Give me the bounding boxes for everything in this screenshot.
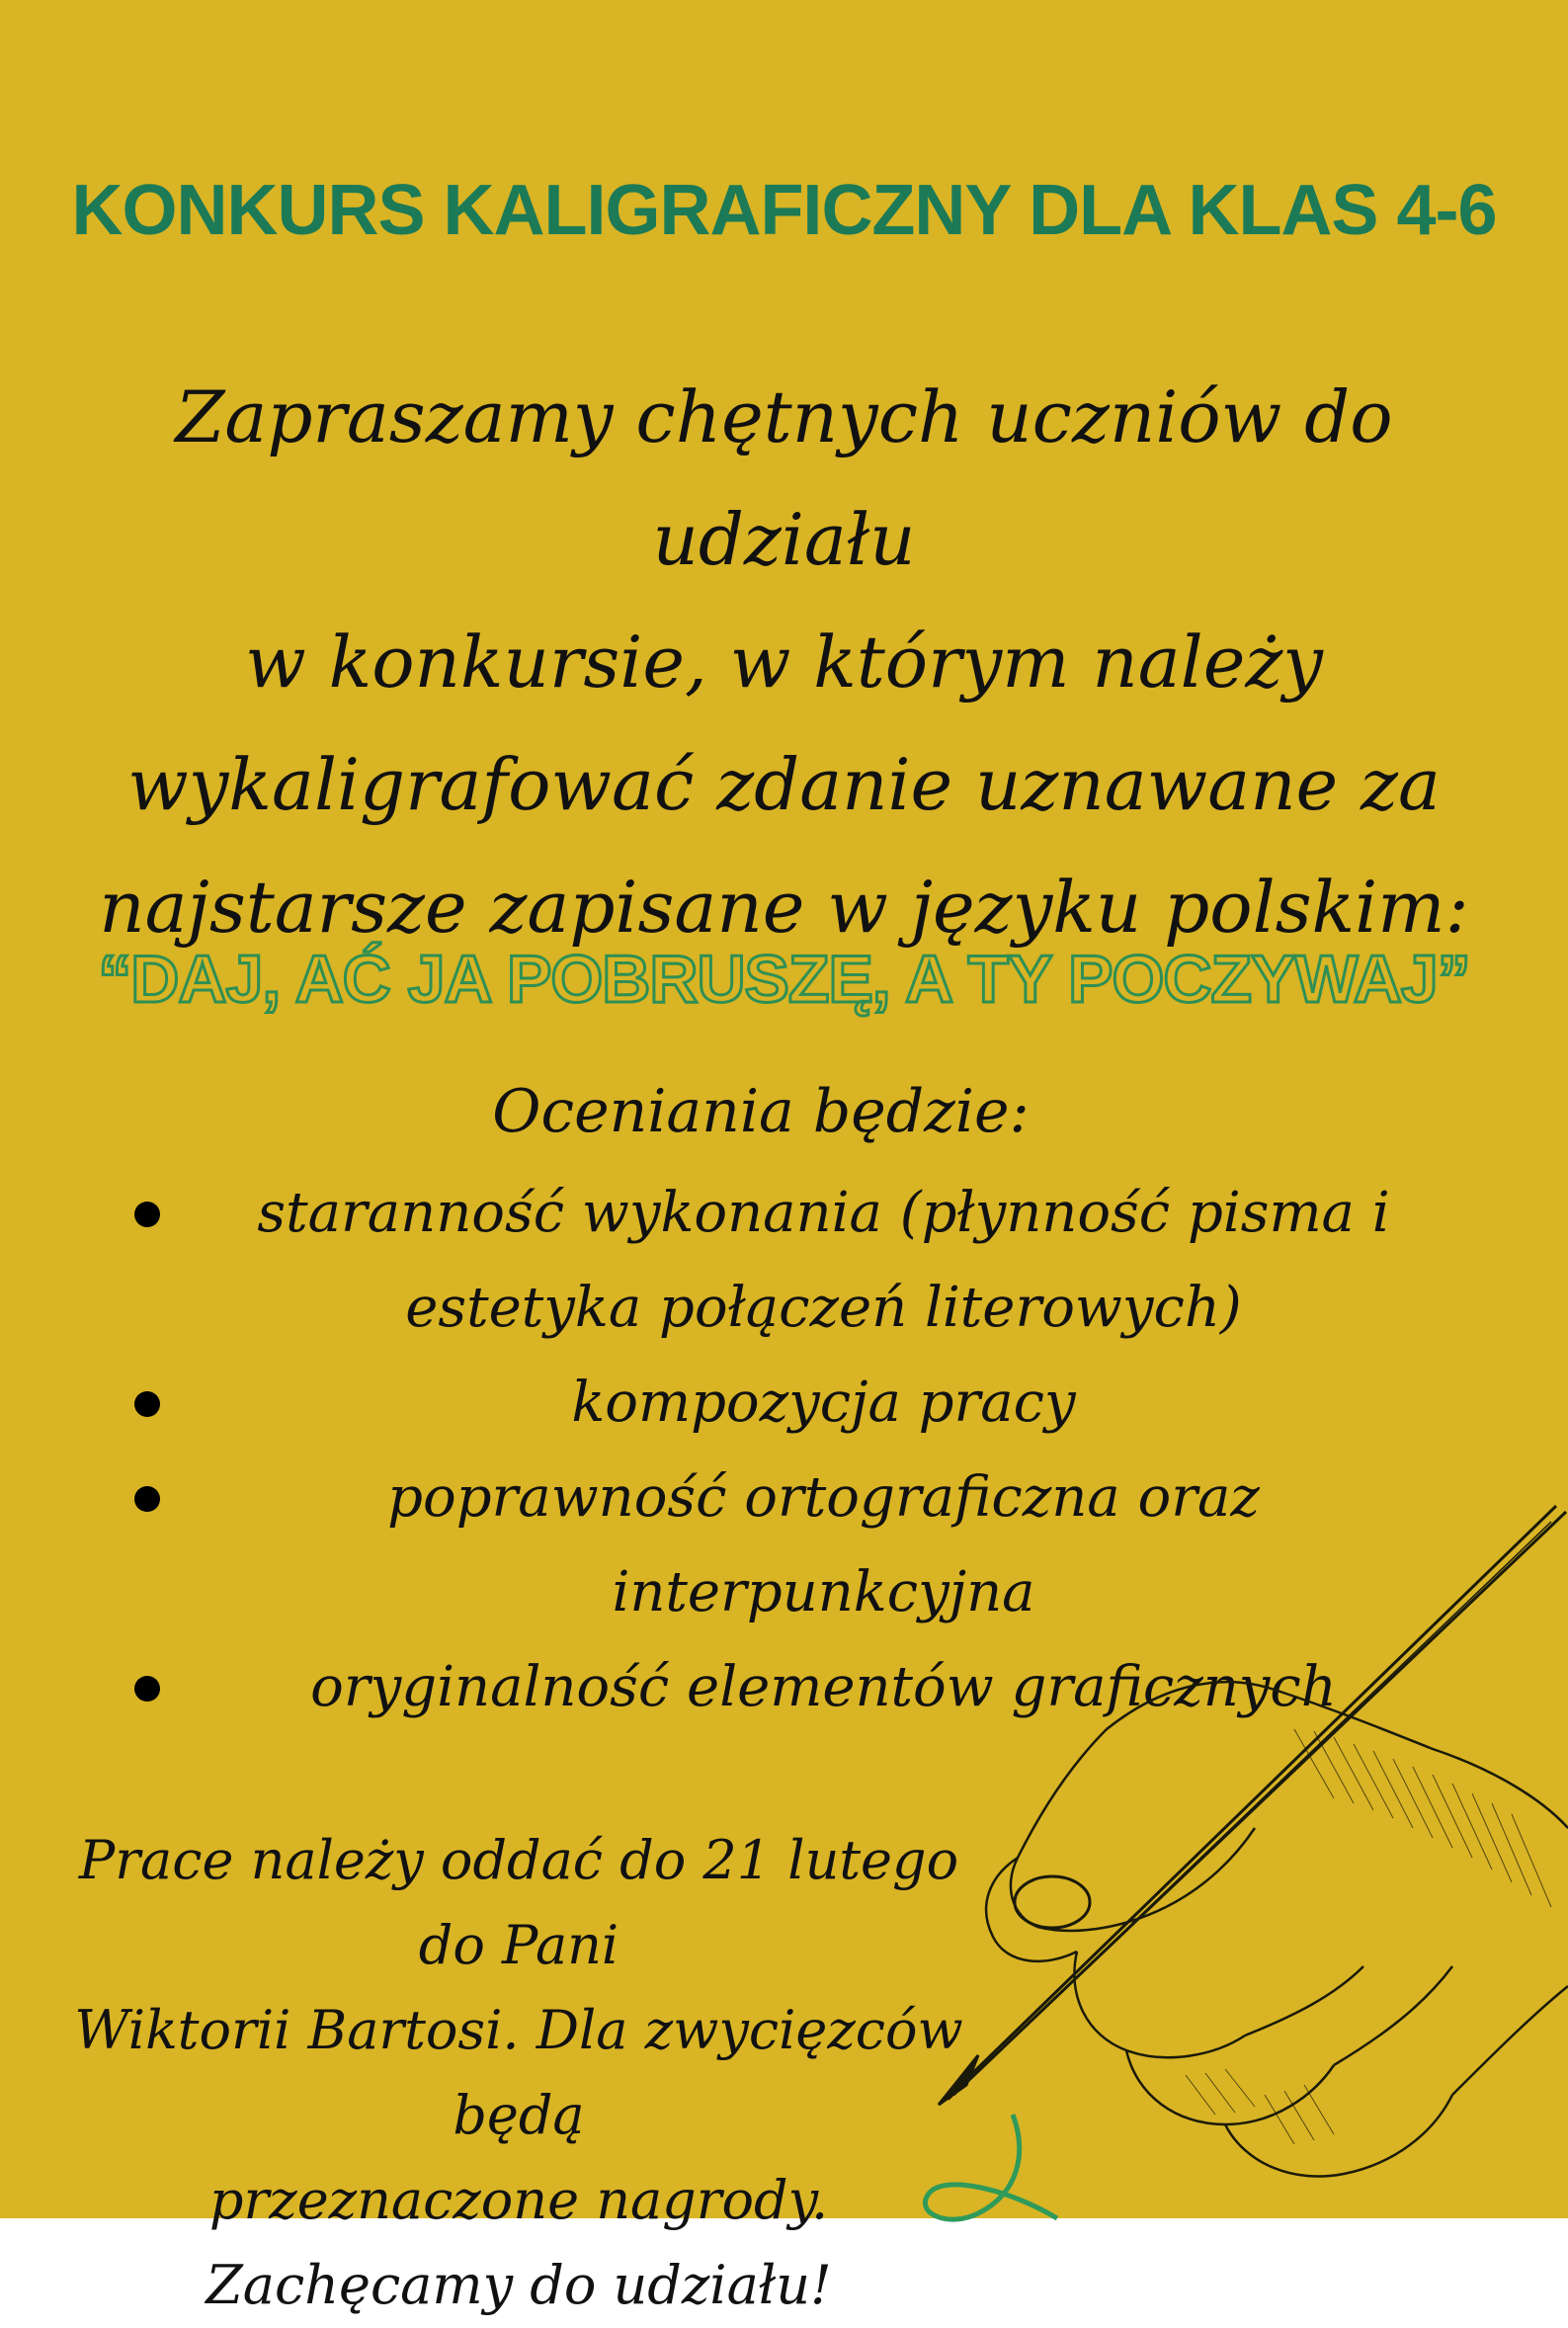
footer-line: przeznaczone nagrody. [208, 2169, 829, 2231]
criteria-item-text: estetyka połączeń literowych) [405, 1276, 1242, 1340]
ink-swirl [925, 2115, 1057, 2219]
list-item [0, 1166, 1568, 1356]
quill-pen-icon [939, 1506, 1566, 2105]
intro-line: najstarsze zapisane w języku polskim: [99, 866, 1469, 949]
criteria-item-text: oryginalność elementów graficznych [310, 1655, 1337, 1719]
bullet-icon [134, 1486, 160, 1512]
bullet-icon [134, 1676, 160, 1702]
footer-line: Prace należy oddać do 21 lutego do Pani [78, 1829, 959, 1976]
list-item [0, 1356, 1568, 1451]
bullet-icon [134, 1391, 160, 1417]
intro-line: wykaligrafować zdanie uznawane za [127, 743, 1441, 826]
hand-with-quill-illustration [919, 1502, 1568, 2218]
intro-text [59, 356, 1509, 968]
criteria-heading: Oceniania będzie: [492, 1077, 1030, 1146]
footer-line: Zachęcamy do udziału! [206, 2254, 832, 2316]
hand-shading [1186, 1729, 1551, 2144]
hand-icon [986, 1682, 1568, 2176]
bullet-icon [134, 1202, 160, 1227]
footer-line: Wiktorii Bartosi. Dla zwycięzców będą [74, 1999, 963, 2146]
quote-sentence: “DAJ, AĆ JA POBRUSZĘ, A TY POCZYWAJ” [98, 942, 1470, 1017]
footer-text [59, 1818, 978, 2328]
criteria-item-text: staranność wykonania (płynność pisma i [257, 1181, 1390, 1245]
intro-line: w konkursie, w którym należy [245, 621, 1323, 704]
criteria-item-text: kompozycja pracy [571, 1371, 1076, 1435]
page-title: KONKURS KALIGRAFICZNY DLA KLAS 4-6 [71, 171, 1497, 250]
criteria-item-text: poprawność ortograficzna oraz interpunkcyjna [387, 1465, 1260, 1624]
intro-line: Zapraszamy chętnych uczniów do udziału [175, 375, 1393, 581]
